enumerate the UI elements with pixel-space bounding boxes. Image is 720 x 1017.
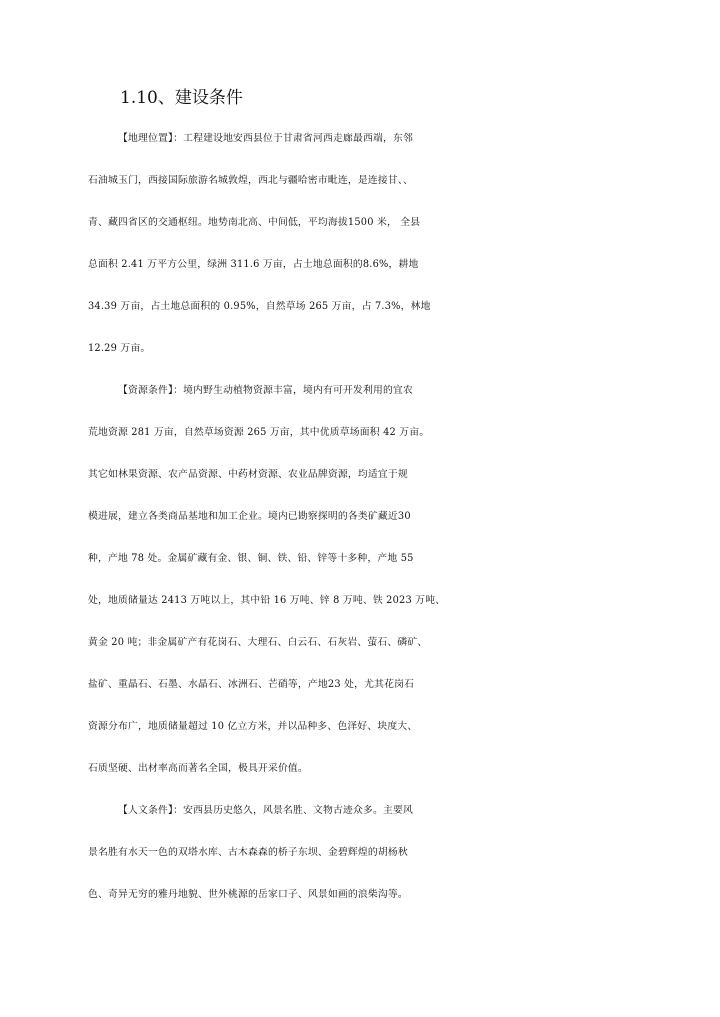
paragraph-culture-line: 【人文条件】：安西县历史悠久，风景名胜、文物古迹众多。主要风 <box>118 805 414 816</box>
paragraph-culture-line: 景名胜有水天一色的双塔水库、古木森森的桥子东坝、金碧辉煌的胡杨秋 <box>88 847 408 858</box>
paragraph-geography-line: 总面积 2.41 万平方公里，绿洲 311.6 万亩，占土地总面积的8.6%，耕地 <box>88 259 419 270</box>
paragraph-resources-line: 其它如林果资源、农产品资源、中药材资源、农业品牌资源，均适宜于规 <box>88 469 408 480</box>
paragraph-resources-line: 石质坚硬、出材率高而著名全国，极具开采价值。 <box>88 763 308 774</box>
paragraph-resources-line: 荒地资源 281 万亩，自然草场资源 265 万亩，其中优质草场面积 42 万亩。 <box>88 427 430 438</box>
paragraph-resources-line: 黄金 20 吨；非金属矿产有花岗石、大理石、白云石、石灰岩、萤石、磷矿、 <box>88 637 428 648</box>
paragraph-resources-line: 资源分布广，地质储量超过 10 亿立方米，并以品种多、色泽好、块度大、 <box>88 721 418 732</box>
paragraph-geography-line: 青、藏四省区的交通枢纽。地势南北高、中间低，平均海拔1500 米， 全县 <box>88 217 421 228</box>
paragraph-resources-line: 处，地质储量达 2413 万吨以上，其中铅 16 万吨、锌 8 万吨、铁 2023 万吨、 <box>88 595 446 606</box>
paragraph-geography-line: 【地理位置】：工程建设地安西县位于甘肃省河西走廊最西端，东邻 <box>118 133 414 144</box>
paragraph-culture-line: 色、奇异无穷的雅丹地貌、世外桃源的岳家口子、风景如画的浪柴沟等。 <box>88 889 408 900</box>
paragraph-resources-line: 模进展，建立各类商品基地和加工企业。境内已勘察探明的各类矿藏近30 <box>88 511 411 522</box>
section-heading: 1.10、建设条件 <box>120 88 243 108</box>
paragraph-resources-line: 种，产地 78 处。金属矿藏有金、银、铜、铁、铅、锌等十多种，产地 55 <box>88 553 414 564</box>
paragraph-geography-line: 12.29 万亩。 <box>88 343 151 354</box>
paragraph-resources-line: 盐矿、重晶石、石墨、水晶石、冰洲石、芒硝等，产地23 处，尤其花岗石 <box>88 679 415 690</box>
paragraph-geography-line: 34.39 万亩，占土地总面积的 0.95%，自然草场 265 万亩，占 7.3%，林地 <box>88 301 431 312</box>
paragraph-geography-line: 石油城玉门，西接国际旅游名城敦煌，西北与疆哈密市毗连，是连接甘、、 <box>88 175 413 186</box>
paragraph-resources-line: 【资源条件】：境内野生动植物资源丰富，境内有可开发利用的宜农 <box>118 385 414 396</box>
